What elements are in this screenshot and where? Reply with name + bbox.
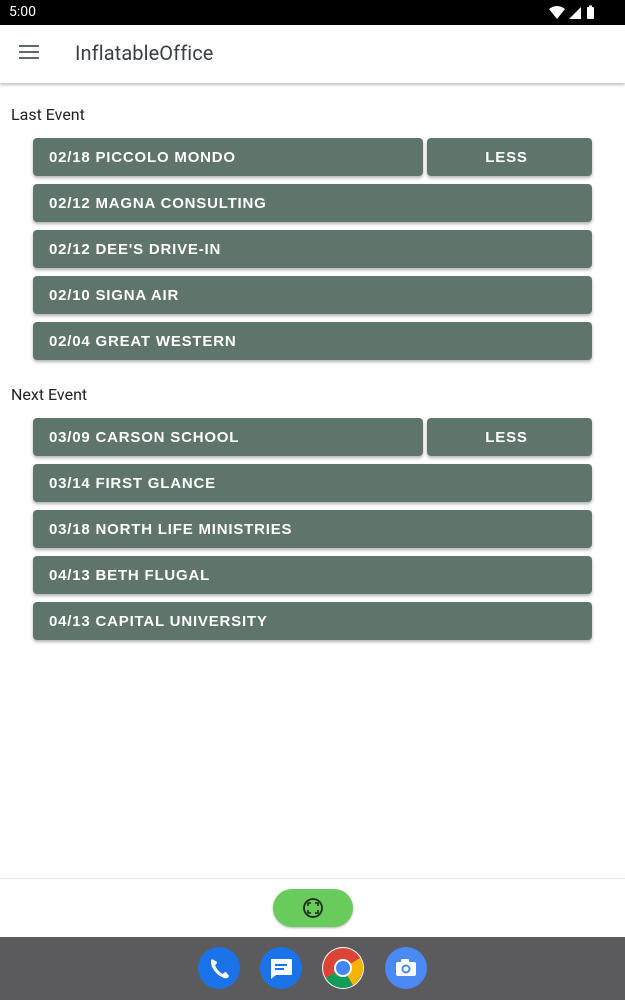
phone-icon[interactable] [198,947,240,989]
next-event-item-4[interactable]: 04/13 BETH FLUGAL [33,556,592,594]
next-event-item-1[interactable]: 03/09 CARSON SCHOOL [33,418,423,456]
chrome-icon[interactable] [322,947,364,989]
last-event-less-button[interactable]: LESS [427,138,592,176]
last-event-item-3[interactable]: 02/12 DEE'S DRIVE-IN [33,230,592,268]
next-event-item-3[interactable]: 03/18 NORTH LIFE MINISTRIES [33,510,592,548]
signal-icon [569,7,581,19]
next-event-less-button[interactable]: LESS [427,418,592,456]
app-title: InflatableOffice [75,41,214,65]
last-event-item-4[interactable]: 02/10 SIGNA AIR [33,276,592,314]
app-bar [0,25,625,83]
last-event-item-2[interactable]: 02/12 MAGNA CONSULTING [33,184,592,222]
menu-icon[interactable] [19,45,39,61]
bottom-divider [0,878,625,879]
status-icons [549,5,599,20]
status-time: 5:00 [9,4,36,20]
next-event-item-5[interactable]: 04/13 CAPITAL UNIVERSITY [33,602,592,640]
dock-bar [0,937,625,1000]
last-event-heading: Last Event [11,105,85,124]
last-event-item-5[interactable]: 02/04 GREAT WESTERN [33,322,592,360]
next-event-heading: Next Event [11,385,88,404]
status-bar [0,0,625,25]
last-event-item-1[interactable]: 02/18 PICCOLO MONDO [33,138,423,176]
scan-icon [302,897,324,919]
camera-icon[interactable] [385,947,427,989]
next-event-item-2[interactable]: 03/14 FIRST GLANCE [33,464,592,502]
wifi-icon [549,6,565,19]
scan-button[interactable] [273,889,353,927]
battery-icon [587,6,594,20]
messages-icon[interactable] [260,947,302,989]
